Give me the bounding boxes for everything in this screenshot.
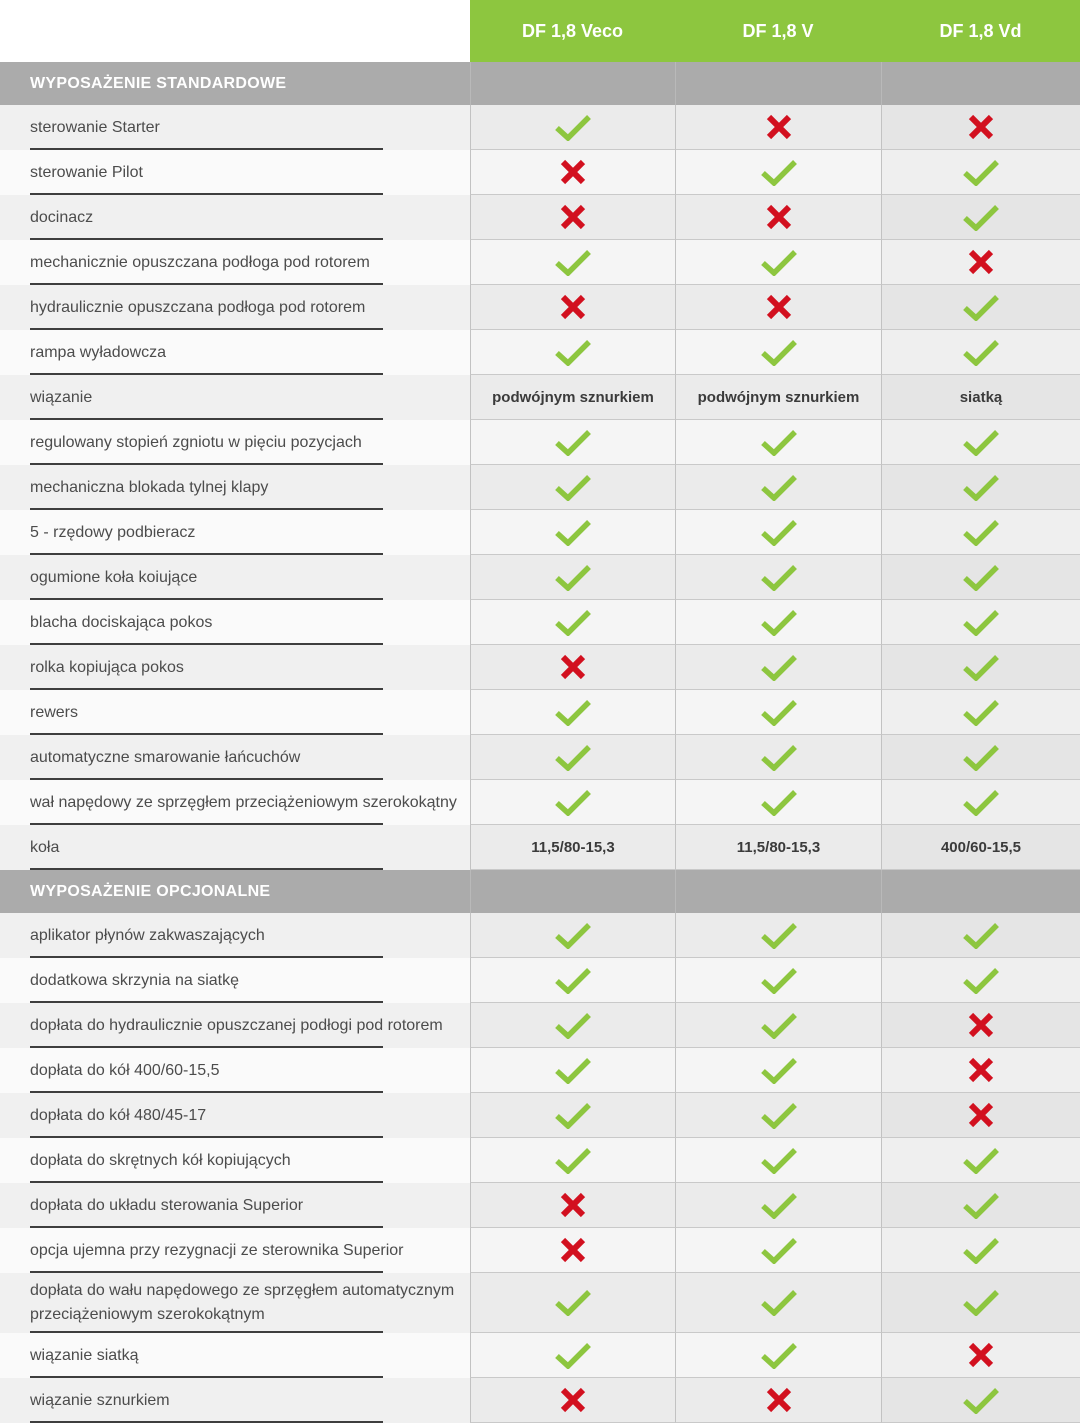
row-label: blacha dociskająca pokos [0, 600, 470, 645]
check-cell [675, 555, 881, 600]
check-cell [881, 1378, 1080, 1423]
check-icon [760, 474, 798, 501]
check-cell [675, 465, 881, 510]
check-cell [675, 1048, 881, 1093]
check-cell [675, 1273, 881, 1333]
check-cell [470, 913, 675, 958]
check-icon [962, 204, 1000, 231]
table-row [0, 1378, 1080, 1423]
table-row [0, 1003, 1080, 1048]
check-cell [675, 690, 881, 735]
cross-cell [881, 1048, 1080, 1093]
table-row [0, 465, 1080, 510]
check-cell [675, 1093, 881, 1138]
check-cell [470, 690, 675, 735]
check-cell [675, 1333, 881, 1378]
row-label: aplikator płynów zakwaszających [0, 913, 470, 958]
table-row [0, 645, 1080, 690]
table-row [0, 913, 1080, 958]
cross-cell [470, 1378, 675, 1423]
cross-icon [560, 293, 586, 321]
table-row [0, 735, 1080, 780]
table-row [0, 555, 1080, 600]
check-icon [760, 564, 798, 591]
check-icon [962, 429, 1000, 456]
table-row [0, 1333, 1080, 1378]
check-cell [675, 958, 881, 1003]
row-label: dopłata do skrętnych kół kopiujących [0, 1138, 470, 1183]
row-label: rolka kopiująca pokos [0, 645, 470, 690]
cross-icon [560, 1191, 586, 1219]
check-icon [760, 1057, 798, 1084]
check-icon [760, 609, 798, 636]
column-header-df-18-vd: DF 1,8 Vd [881, 0, 1080, 62]
cross-icon [968, 1011, 994, 1039]
cross-icon [560, 1386, 586, 1414]
check-cell [881, 1273, 1080, 1333]
cross-icon [766, 113, 792, 141]
cross-icon [560, 653, 586, 681]
check-icon [554, 114, 592, 141]
check-cell [881, 735, 1080, 780]
cross-cell [675, 285, 881, 330]
cross-cell [675, 195, 881, 240]
check-cell [881, 555, 1080, 600]
table-row [0, 1273, 1080, 1333]
row-label: dodatkowa skrzynia na siatkę [0, 958, 470, 1003]
check-cell [881, 465, 1080, 510]
check-cell [881, 1183, 1080, 1228]
check-icon [962, 1387, 1000, 1414]
check-icon [962, 564, 1000, 591]
cross-icon [968, 248, 994, 276]
check-icon [554, 249, 592, 276]
check-icon [962, 609, 1000, 636]
table-row [0, 958, 1080, 1003]
check-cell [881, 1228, 1080, 1273]
check-icon [554, 789, 592, 816]
check-cell [881, 420, 1080, 465]
check-cell [881, 330, 1080, 375]
check-cell [470, 600, 675, 645]
cross-icon [968, 113, 994, 141]
row-label: hydraulicznie opuszczana podłoga pod rotorem [0, 285, 470, 330]
table-row [0, 1183, 1080, 1228]
table-row [0, 375, 1080, 420]
row-label: rampa wyładowcza [0, 330, 470, 375]
row-label: dopłata do hydraulicznie opuszczanej podłogi pod rotorem [0, 1003, 470, 1048]
cross-icon [560, 203, 586, 231]
check-icon [554, 339, 592, 366]
check-cell [470, 330, 675, 375]
cell-text-value: podwójnym sznurkiem [697, 388, 860, 406]
check-cell [881, 690, 1080, 735]
cross-icon [560, 158, 586, 186]
check-icon [554, 1289, 592, 1316]
check-icon [760, 922, 798, 949]
check-icon [962, 339, 1000, 366]
check-cell [470, 1273, 675, 1333]
check-cell [881, 285, 1080, 330]
section-header [0, 62, 1080, 105]
row-label: docinacz [0, 195, 470, 240]
check-cell [675, 780, 881, 825]
value-cell [675, 825, 881, 870]
check-icon [760, 429, 798, 456]
cross-cell [470, 645, 675, 690]
check-cell [470, 1003, 675, 1048]
section-cell [675, 870, 881, 913]
table-row [0, 780, 1080, 825]
table-row [0, 195, 1080, 240]
check-icon [760, 789, 798, 816]
table-body [0, 62, 1080, 1423]
cross-cell [881, 1333, 1080, 1378]
check-cell [881, 600, 1080, 645]
check-cell [675, 645, 881, 690]
section-cell [881, 870, 1080, 913]
check-cell [470, 1048, 675, 1093]
check-icon [554, 519, 592, 546]
header-spacer [0, 0, 470, 62]
cross-icon [766, 203, 792, 231]
check-icon [760, 744, 798, 771]
value-cell [881, 375, 1080, 420]
check-cell [881, 913, 1080, 958]
row-label: ogumione koła koiujące [0, 555, 470, 600]
check-icon [962, 922, 1000, 949]
check-cell [675, 150, 881, 195]
check-cell [470, 465, 675, 510]
check-icon [760, 1192, 798, 1219]
table-row [0, 690, 1080, 735]
check-icon [554, 609, 592, 636]
check-icon [962, 1192, 1000, 1219]
cross-cell [470, 1228, 675, 1273]
check-cell [675, 1138, 881, 1183]
table-header [0, 0, 1080, 62]
value-cell [470, 825, 675, 870]
check-icon [554, 1102, 592, 1129]
cross-cell [470, 1183, 675, 1228]
column-header-df-18-v: DF 1,8 V [675, 0, 881, 62]
value-cell [881, 825, 1080, 870]
check-cell [470, 105, 675, 150]
check-icon [760, 519, 798, 546]
row-label: sterowanie Starter [0, 105, 470, 150]
check-cell [470, 510, 675, 555]
section-header [0, 870, 1080, 913]
check-cell [675, 510, 881, 555]
row-label: wiązanie sznurkiem [0, 1378, 470, 1423]
check-icon [760, 1342, 798, 1369]
check-icon [760, 1147, 798, 1174]
check-cell [470, 1093, 675, 1138]
cross-cell [675, 105, 881, 150]
check-icon [760, 1237, 798, 1264]
row-label: dopłata do układu sterowania Superior [0, 1183, 470, 1228]
check-icon [760, 967, 798, 994]
check-icon [554, 744, 592, 771]
check-icon [554, 1147, 592, 1174]
check-icon [962, 744, 1000, 771]
check-icon [962, 967, 1000, 994]
check-icon [760, 699, 798, 726]
cross-icon [968, 1341, 994, 1369]
check-icon [760, 1289, 798, 1316]
section-cell [470, 62, 675, 105]
check-cell [881, 1138, 1080, 1183]
section-cell [881, 62, 1080, 105]
check-cell [881, 645, 1080, 690]
row-label: opcja ujemna przy rezygnacji ze sterownika Superior [0, 1228, 470, 1273]
table-row [0, 285, 1080, 330]
check-icon [962, 294, 1000, 321]
cross-cell [881, 1093, 1080, 1138]
check-icon [760, 249, 798, 276]
cell-text-value: 11,5/80-15,3 [531, 838, 615, 856]
cross-cell [470, 150, 675, 195]
row-label: rewers [0, 690, 470, 735]
check-cell [881, 780, 1080, 825]
check-icon [760, 159, 798, 186]
check-icon [760, 339, 798, 366]
table-row [0, 420, 1080, 465]
check-icon [962, 654, 1000, 681]
check-cell [675, 1003, 881, 1048]
row-label: sterowanie Pilot [0, 150, 470, 195]
check-icon [962, 474, 1000, 501]
table-row [0, 1228, 1080, 1273]
check-icon [962, 519, 1000, 546]
row-label: dopłata do kół 400/60-15,5 [0, 1048, 470, 1093]
check-cell [881, 150, 1080, 195]
check-icon [962, 699, 1000, 726]
table-row [0, 825, 1080, 870]
check-cell [675, 1228, 881, 1273]
check-cell [470, 1333, 675, 1378]
row-label: wiązanie siatką [0, 1333, 470, 1378]
check-cell [675, 1183, 881, 1228]
check-icon [760, 1102, 798, 1129]
check-cell [881, 958, 1080, 1003]
cross-cell [881, 105, 1080, 150]
table-row [0, 150, 1080, 195]
table-row [0, 240, 1080, 285]
check-icon [962, 789, 1000, 816]
check-icon [962, 159, 1000, 186]
check-icon [554, 1012, 592, 1039]
cell-text-value: podwójnym sznurkiem [492, 388, 654, 406]
check-cell [675, 735, 881, 780]
table-row [0, 1093, 1080, 1138]
check-cell [470, 555, 675, 600]
cross-icon [560, 1236, 586, 1264]
row-label: wał napędowy ze sprzęgłem przeciążeniowym szerokokątny [0, 780, 470, 825]
table-row [0, 105, 1080, 150]
check-icon [554, 1057, 592, 1084]
check-cell [675, 600, 881, 645]
check-icon [962, 1147, 1000, 1174]
check-cell [470, 420, 675, 465]
section-title: WYPOSAŻENIE OPCJONALNE [30, 882, 271, 900]
check-cell [470, 780, 675, 825]
row-label: wiązanie [0, 375, 470, 420]
check-cell [675, 913, 881, 958]
check-icon [962, 1289, 1000, 1316]
cross-cell [470, 195, 675, 240]
table-row [0, 1048, 1080, 1093]
check-icon [962, 1237, 1000, 1264]
check-icon [554, 967, 592, 994]
check-cell [470, 958, 675, 1003]
row-label: automatyczne smarowanie łańcuchów [0, 735, 470, 780]
cross-cell [881, 240, 1080, 285]
cross-icon [968, 1056, 994, 1084]
check-cell [675, 330, 881, 375]
row-label: regulowany stopień zgniotu w pięciu pozycjach [0, 420, 470, 465]
cross-cell [881, 1003, 1080, 1048]
row-label: 5 - rzędowy podbieracz [0, 510, 470, 555]
row-label: koła [0, 825, 470, 870]
cell-text-value: siatką [959, 388, 1003, 406]
check-icon [554, 474, 592, 501]
row-label: mechanicznie opuszczana podłoga pod rotorem [0, 240, 470, 285]
value-cell [675, 375, 881, 420]
cross-icon [968, 1101, 994, 1129]
table-row [0, 510, 1080, 555]
check-icon [554, 1342, 592, 1369]
check-cell [675, 420, 881, 465]
check-icon [760, 654, 798, 681]
check-icon [554, 429, 592, 456]
cross-cell [675, 1378, 881, 1423]
check-icon [554, 564, 592, 591]
check-cell [470, 240, 675, 285]
check-icon [760, 1012, 798, 1039]
table-row [0, 330, 1080, 375]
column-header-df-18-veco: DF 1,8 Veco [470, 0, 675, 62]
cell-text-value: 11,5/80-15,3 [736, 838, 821, 856]
row-label: mechaniczna blokada tylnej klapy [0, 465, 470, 510]
section-cell [675, 62, 881, 105]
check-cell [470, 735, 675, 780]
cross-icon [766, 293, 792, 321]
row-label: dopłata do wału napędowego ze sprzęgłem automatycznym przeciążeniowym szerokokątnym [0, 1273, 470, 1333]
cross-icon [766, 1386, 792, 1414]
table-row [0, 600, 1080, 645]
check-cell [881, 510, 1080, 555]
check-icon [554, 922, 592, 949]
section-title: WYPOSAŻENIE STANDARDOWE [30, 74, 287, 92]
table-row [0, 1138, 1080, 1183]
check-icon [554, 699, 592, 726]
cell-text-value: 400/60-15,5 [940, 838, 1022, 856]
row-label: dopłata do kół 480/45-17 [0, 1093, 470, 1138]
cross-cell [470, 285, 675, 330]
check-cell [675, 240, 881, 285]
value-cell [470, 375, 675, 420]
check-cell [470, 1138, 675, 1183]
section-cell [470, 870, 675, 913]
check-cell [881, 195, 1080, 240]
